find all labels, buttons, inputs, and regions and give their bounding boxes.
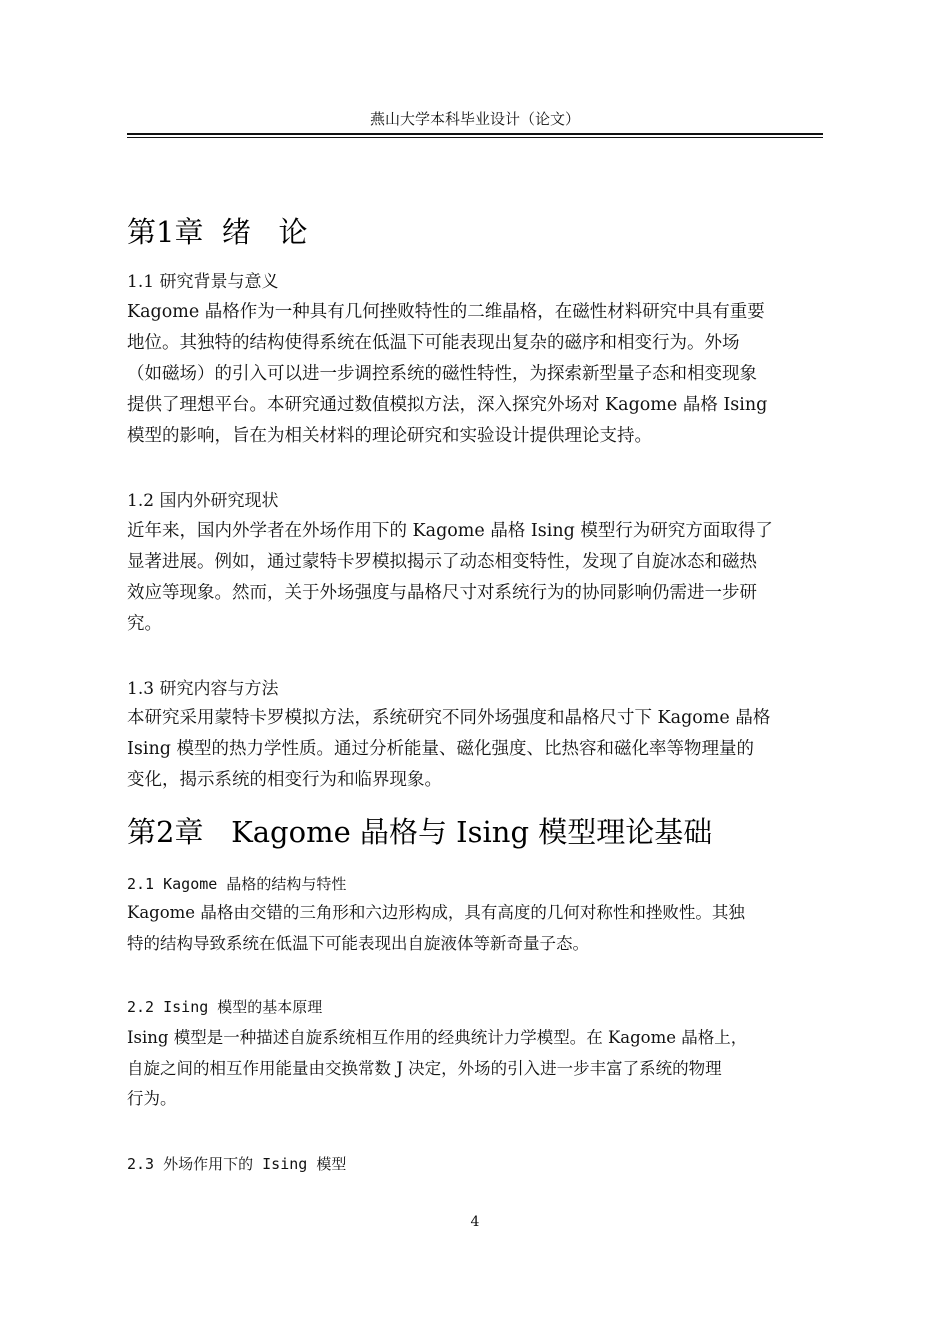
chapter-2-title: 第2章 Kagome 晶格与 Ising 模型理论基础 <box>127 815 713 849</box>
header-rule <box>127 133 823 138</box>
section-1-2-title: 1.2 国内外研究现状 <box>127 491 279 511</box>
text-line: 提供了理想平台。本研究通过数值模拟方法，深入探究外场对 Kagome 晶格 Ising <box>127 395 768 415</box>
text-line: 变化，揭示系统的相变行为和临界现象。 <box>127 770 442 790</box>
section-2-3-title: 2.3 外场作用下的 Ising 模型 <box>127 1155 347 1173</box>
section-2-2-title: 2.2 Ising 模型的基本原理 <box>127 998 323 1016</box>
text-line: 究。 <box>127 614 162 634</box>
text-line: 模型的影响，旨在为相关材料的理论研究和实验设计提供理论支持。 <box>127 426 652 446</box>
text-line: 显著进展。例如，通过蒙特卡罗模拟揭示了动态相变特性，发现了自旋冰态和磁热 <box>127 552 757 572</box>
section-2-1-paragraph <box>127 898 827 959</box>
section-2-2-paragraph <box>127 1023 827 1115</box>
chapter-1-title: 第1章 绪 论 <box>127 215 308 249</box>
section-1-3-title: 1.3 研究内容与方法 <box>127 679 279 699</box>
text-line: 地位。其独特的结构使得系统在低温下可能表现出复杂的磁序和相变行为。外场 <box>127 333 740 353</box>
section-1-1-title: 1.1 研究背景与意义 <box>127 272 279 292</box>
text-line: 行为。 <box>127 1089 177 1108</box>
text-line: 特的结构导致系统在低温下可能表现出自旋液体等新奇量子态。 <box>127 933 589 953</box>
section-1-3-paragraph <box>127 703 827 796</box>
text-line: 效应等现象。然而，关于外场强度与晶格尺寸对系统行为的协同影响仍需进一步研 <box>127 583 757 603</box>
section-2-1-title: 2.1 Kagome 晶格的结构与特性 <box>127 875 347 893</box>
section-1-2-paragraph <box>127 516 827 640</box>
text-line: 自旋之间的相互作用能量由交换常数 J 决定，外场的引入进一步丰富了系统的物理 <box>127 1058 722 1078</box>
text-line: （如磁场）的引入可以进一步调控系统的磁性特性，为探索新型量子态和相变现象 <box>127 364 757 384</box>
text-line: Kagome 晶格作为一种具有几何挫败特性的二维晶格，在磁性材料研究中具有重要 <box>127 302 765 322</box>
running-header: 燕山大学本科毕业设计（论文） <box>369 110 580 128</box>
text-line: Ising 模型是一种描述自旋系统相互作用的经典统计力学模型。在 Kagome 晶格上， <box>127 1028 748 1047</box>
text-line: 近年来，国内外学者在外场作用下的 Kagome 晶格 Ising 模型行为研究方面取得了 <box>127 521 773 541</box>
text-line: Kagome 晶格由交错的三角形和六边形构成，具有高度的几何对称性和挫败性。其独 <box>127 903 745 922</box>
text-line: 本研究采用蒙特卡罗模拟方法，系统研究不同外场强度和晶格尺寸下 Kagome 晶格 <box>127 708 771 728</box>
section-1-1-paragraph <box>127 297 827 452</box>
page-number: 4 <box>470 1214 480 1230</box>
text-line: Ising 模型的热力学性质。通过分析能量、磁化强度、比热容和磁化率等物理量的 <box>127 739 755 759</box>
